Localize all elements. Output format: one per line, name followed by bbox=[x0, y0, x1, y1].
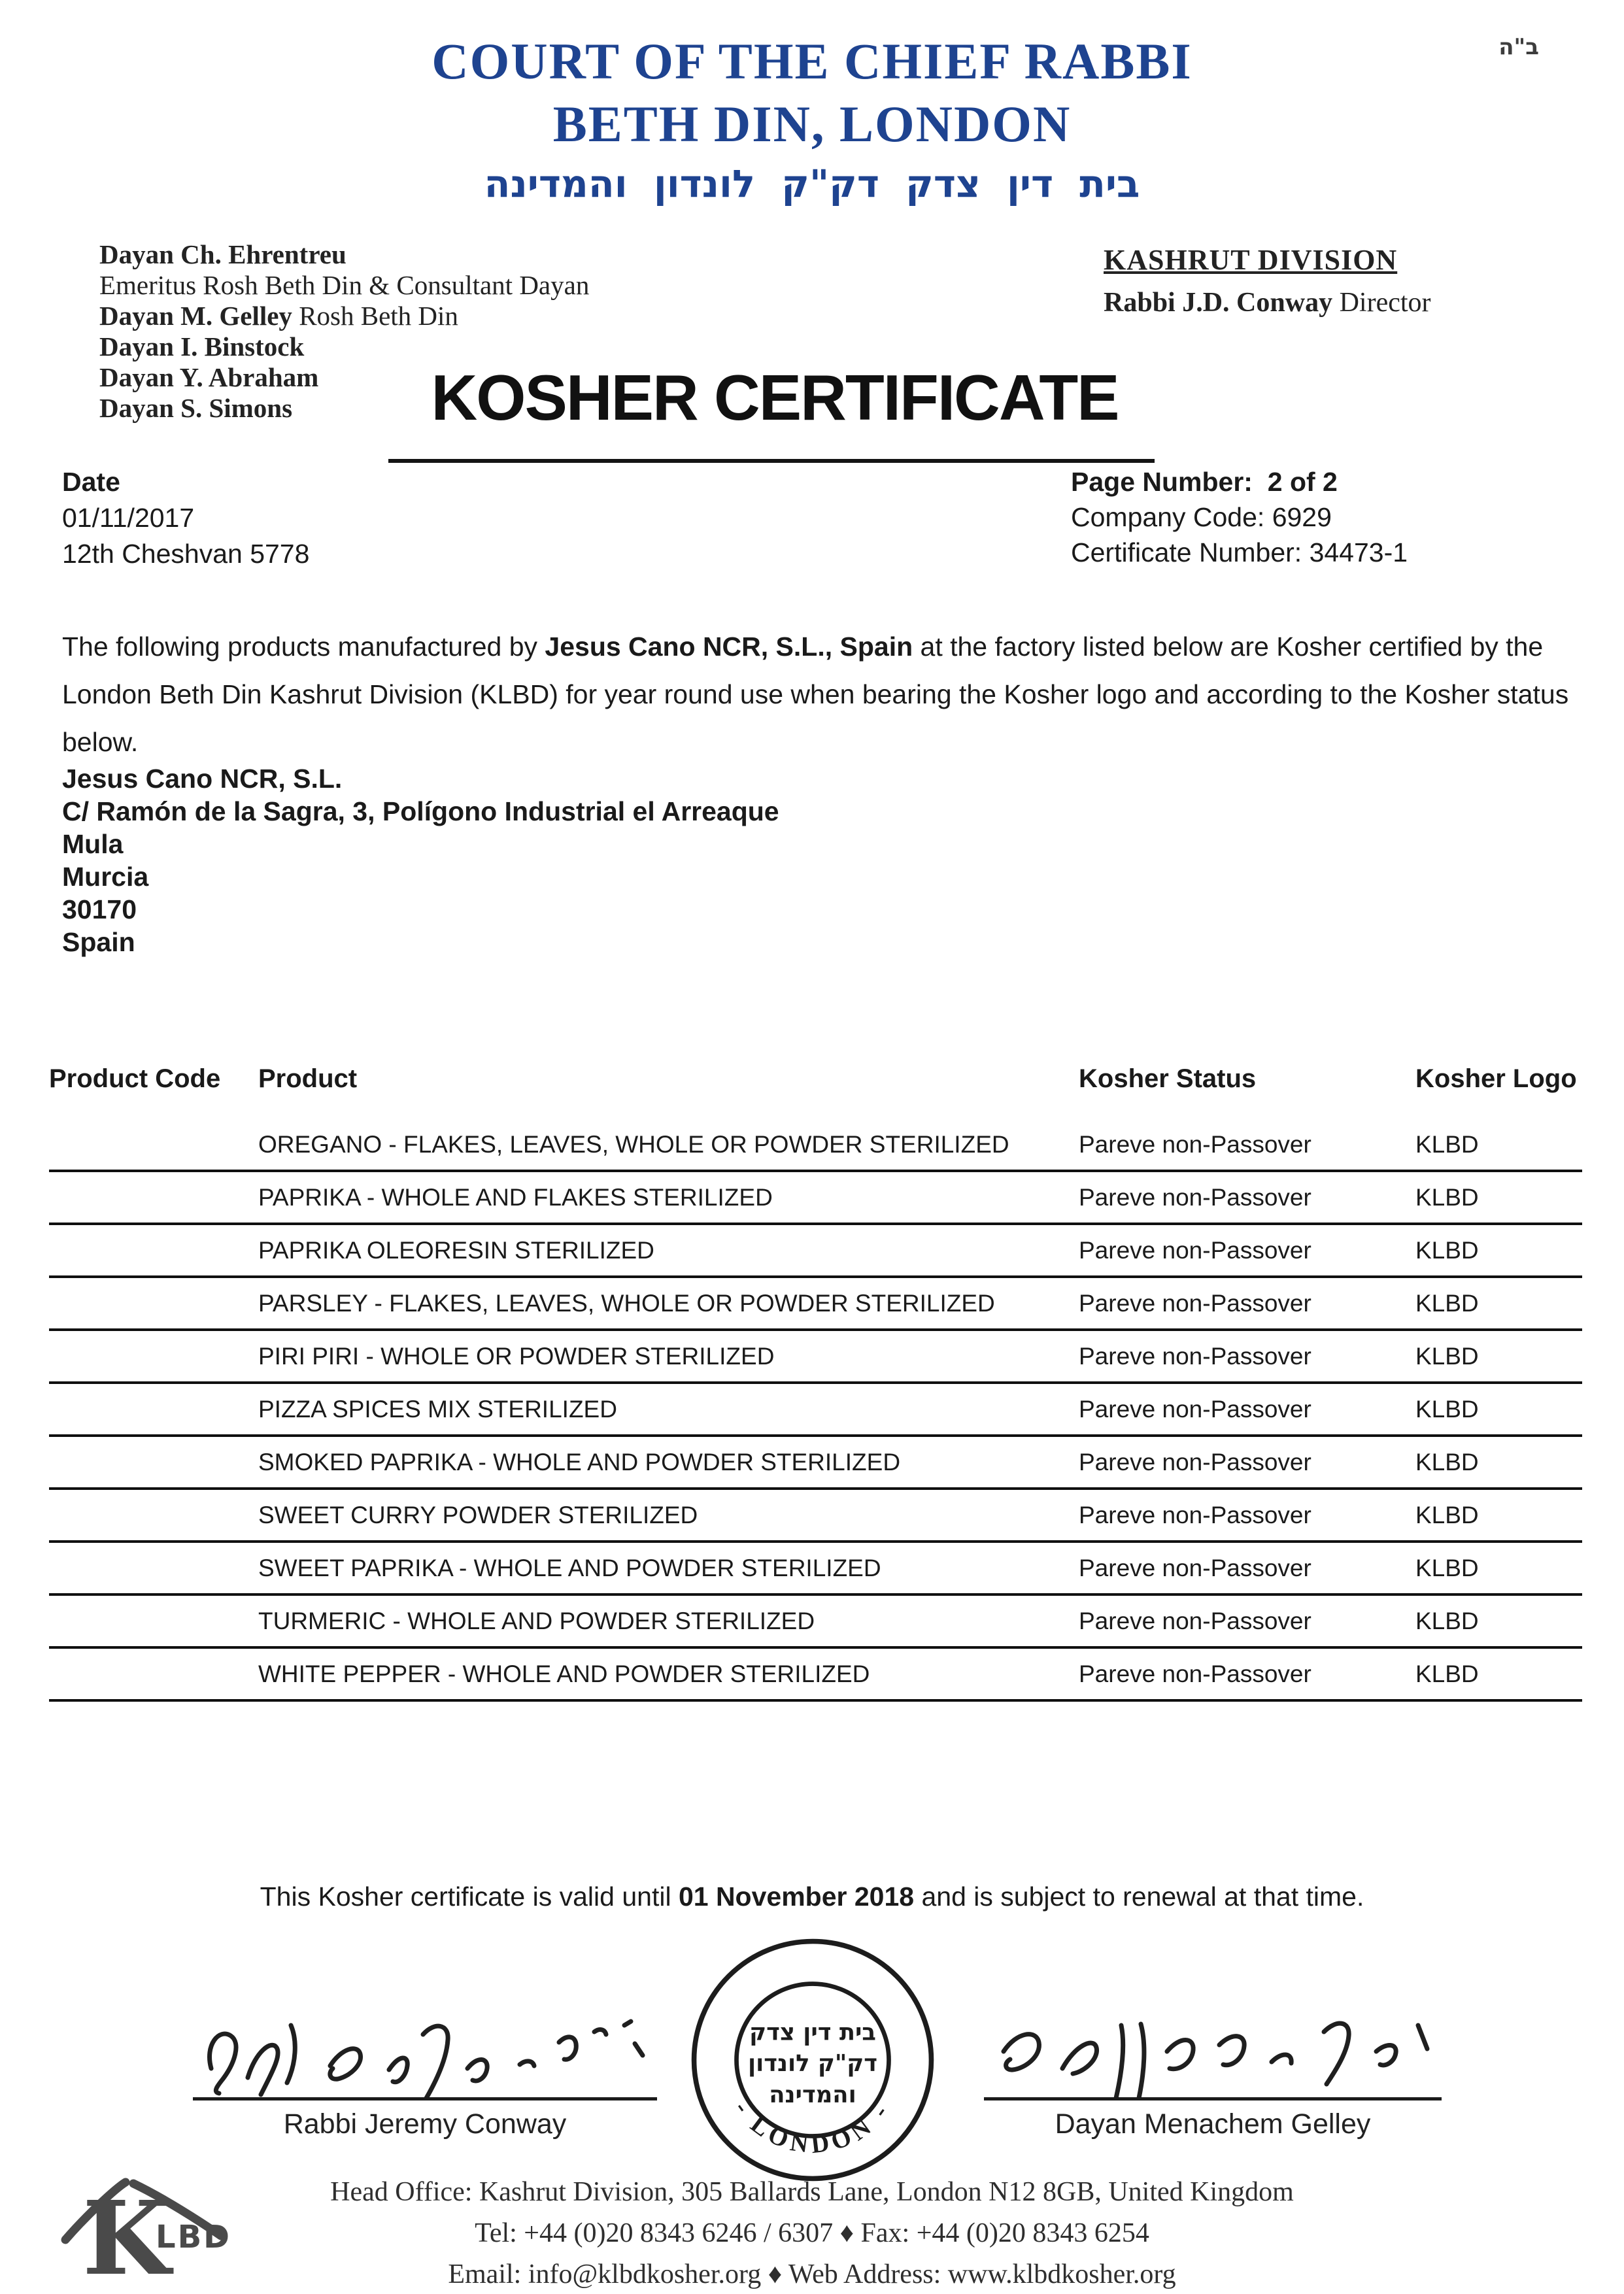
intro-paragraph bbox=[62, 623, 1576, 766]
seal-hebrew-line: והמדינה bbox=[769, 2081, 856, 2108]
address-line: 30170 bbox=[62, 894, 137, 924]
products-table-header bbox=[49, 1064, 1582, 1119]
kashrut-division-director bbox=[1104, 287, 1431, 318]
table-row bbox=[49, 1490, 1582, 1543]
cell-kosher-status: Pareve non-Passover bbox=[1079, 1289, 1311, 1317]
table-row bbox=[49, 1225, 1582, 1278]
cell-product: WHITE PEPPER - WHOLE AND POWDER STERILIZED bbox=[258, 1660, 870, 1687]
cell-kosher-logo: KLBD bbox=[1415, 1607, 1479, 1634]
cell-kosher-logo: KLBD bbox=[1415, 1448, 1479, 1476]
address-line: Jesus Cano NCR, S.L. bbox=[62, 764, 343, 794]
cell-product: PIRI PIRI - WHOLE OR POWDER STERILIZED bbox=[258, 1342, 775, 1370]
dayan-name: Dayan M. Gelley bbox=[99, 301, 292, 331]
header-product-code: Product Code bbox=[49, 1064, 221, 1093]
letterhead-title-hebrew: בית דין צדק דק"ק לונדון והמדינה bbox=[484, 161, 1140, 206]
klbd-logo-k: K bbox=[82, 2178, 171, 2292]
certificate-number-value: 34473-1 bbox=[1309, 537, 1408, 567]
signature-block-left bbox=[193, 2006, 657, 2140]
date-value: 01/11/2017 bbox=[62, 503, 195, 533]
table-row bbox=[49, 1278, 1582, 1331]
footer-head-office: Head Office: Kashrut Division, 305 Ballards Lane, London N12 8GB, United Kingdom bbox=[330, 2177, 1294, 2207]
cell-kosher-status: Pareve non-Passover bbox=[1079, 1342, 1311, 1370]
table-row bbox=[49, 1649, 1582, 1702]
certificate-number-label: Certificate Number: bbox=[1071, 537, 1302, 567]
cell-kosher-status: Pareve non-Passover bbox=[1079, 1501, 1311, 1528]
cell-product: PARSLEY - FLAKES, LEAVES, WHOLE OR POWDER STERILIZED bbox=[258, 1289, 995, 1317]
dayan-title: Rosh Beth Din bbox=[292, 301, 458, 331]
address-line: Spain bbox=[62, 927, 135, 957]
kashrut-division-block bbox=[1104, 243, 1431, 318]
cell-product: PAPRIKA - WHOLE AND FLAKES STERILIZED bbox=[258, 1183, 773, 1211]
meta-block bbox=[1071, 464, 1408, 570]
products-table bbox=[49, 1064, 1582, 1702]
table-row bbox=[49, 1437, 1582, 1490]
validity-date: 01 November 2018 bbox=[678, 1881, 915, 1912]
cell-kosher-status: Pareve non-Passover bbox=[1079, 1554, 1311, 1581]
cell-product: SWEET PAPRIKA - WHOLE AND POWDER STERILIZED bbox=[258, 1554, 881, 1581]
cell-kosher-logo: KLBD bbox=[1415, 1183, 1479, 1211]
address-line: Murcia bbox=[62, 862, 149, 892]
letterhead-title-line1: COURT OF THE CHIEF RABBI bbox=[431, 33, 1193, 90]
company-code-line bbox=[1071, 499, 1408, 535]
director-name: Rabbi J.D. Conway bbox=[1104, 288, 1333, 318]
footer-email-web: Email: info@klbdkosher.org ♦ Web Address: www.klbdkosher.org bbox=[448, 2259, 1176, 2289]
cell-product: OREGANO - FLAKES, LEAVES, WHOLE OR POWDER STERILIZED bbox=[258, 1130, 1009, 1158]
cell-product: SMOKED PAPRIKA - WHOLE AND POWDER STERILIZED bbox=[258, 1448, 901, 1476]
dayan-line bbox=[99, 301, 589, 331]
signature-line-right bbox=[984, 2097, 1442, 2100]
table-row bbox=[49, 1119, 1582, 1172]
validity-text: and is subject to renewal at that time. bbox=[914, 1881, 1364, 1912]
certificate-number-line bbox=[1071, 535, 1408, 570]
cell-kosher-logo: KLBD bbox=[1415, 1342, 1479, 1370]
factory-address bbox=[62, 762, 779, 958]
certificate-heading: KOSHER CERTIFICATE bbox=[431, 362, 1119, 433]
signature-right-scribble bbox=[984, 2006, 1442, 2097]
beth-din-seal bbox=[688, 1935, 938, 2185]
certificate-heading-underline bbox=[388, 459, 1155, 463]
table-row bbox=[49, 1543, 1582, 1596]
dayan-name: Dayan I. Binstock bbox=[99, 331, 305, 362]
dayan-line bbox=[99, 239, 589, 270]
dayan-name: Dayan S. Simons bbox=[99, 393, 293, 423]
signature-name-left: Rabbi Jeremy Conway bbox=[283, 2108, 567, 2140]
intro-text: at the factory listed below are Kosher certified by the London Beth Din Kashrut Division (KLBD) for year round use when bearing the Kosher logo and according to the Kosher status below. bbox=[62, 632, 1569, 757]
table-row bbox=[49, 1596, 1582, 1649]
cell-kosher-status: Pareve non-Passover bbox=[1079, 1395, 1311, 1423]
cell-kosher-logo: KLBD bbox=[1415, 1660, 1479, 1687]
header-kosher-logo: Kosher Logo bbox=[1415, 1064, 1577, 1093]
dayan-line bbox=[99, 270, 589, 301]
director-role: Director bbox=[1332, 288, 1431, 318]
signature-line-left bbox=[193, 2097, 657, 2100]
footer bbox=[0, 2172, 1624, 2294]
validity-text: This Kosher certificate is valid until bbox=[260, 1881, 679, 1912]
cell-kosher-status: Pareve non-Passover bbox=[1079, 1183, 1311, 1211]
signature-left-scribble bbox=[193, 2006, 657, 2097]
cell-product: SWEET CURRY POWDER STERILIZED bbox=[258, 1501, 698, 1528]
letterhead bbox=[0, 30, 1624, 212]
address-line: Mula bbox=[62, 829, 124, 859]
company-code-label: Company Code: bbox=[1071, 502, 1265, 532]
cell-kosher-logo: KLBD bbox=[1415, 1236, 1479, 1264]
seal-hebrew-line: בית דין צדק bbox=[749, 2019, 876, 2046]
table-row bbox=[49, 1331, 1582, 1384]
dayan-line bbox=[99, 331, 589, 362]
hebrew-date-value: 12th Cheshvan 5778 bbox=[62, 539, 310, 569]
cell-product: PIZZA SPICES MIX STERILIZED bbox=[258, 1395, 617, 1423]
bh-mark: ב"ה bbox=[1498, 34, 1539, 60]
table-row bbox=[49, 1172, 1582, 1225]
intro-company-name: Jesus Cano NCR, S.L., Spain bbox=[545, 632, 913, 662]
page-number-line bbox=[1071, 464, 1408, 499]
cell-kosher-status: Pareve non-Passover bbox=[1079, 1448, 1311, 1476]
cell-kosher-logo: KLBD bbox=[1415, 1395, 1479, 1423]
cell-kosher-status: Pareve non-Passover bbox=[1079, 1607, 1311, 1634]
cell-kosher-status: Pareve non-Passover bbox=[1079, 1660, 1311, 1687]
cell-product: TURMERIC - WHOLE AND POWDER STERILIZED bbox=[258, 1607, 815, 1634]
page-number-label: Page Number: bbox=[1071, 467, 1253, 497]
cell-kosher-logo: KLBD bbox=[1415, 1554, 1479, 1581]
cell-product: PAPRIKA OLEORESIN STERILIZED bbox=[258, 1236, 654, 1264]
dayan-name: Dayan Y. Abraham bbox=[99, 362, 319, 392]
intro-text: The following products manufactured by bbox=[62, 632, 545, 662]
company-code-value: 6929 bbox=[1272, 502, 1332, 532]
signature-block-right bbox=[984, 2006, 1442, 2140]
cell-kosher-status: Pareve non-Passover bbox=[1079, 1130, 1311, 1158]
header-product: Product bbox=[258, 1064, 358, 1093]
kashrut-division-title: KASHRUT DIVISION bbox=[1104, 244, 1398, 276]
dayan-name: Dayan Ch. Ehrentreu bbox=[99, 239, 347, 269]
seal-bottom-text: - LONDON - bbox=[728, 2095, 897, 2159]
dayan-title: Emeritus Rosh Beth Din & Consultant Dayan bbox=[99, 270, 590, 300]
cell-kosher-logo: KLBD bbox=[1415, 1289, 1479, 1317]
klbd-logo-lbd: LBD bbox=[156, 2219, 232, 2255]
table-row bbox=[49, 1384, 1582, 1437]
seal-hebrew-line: דק"ק לונדון bbox=[747, 2050, 878, 2078]
header-kosher-status: Kosher Status bbox=[1079, 1064, 1257, 1093]
signature-name-right: Dayan Menachem Gelley bbox=[1055, 2108, 1371, 2140]
date-label: Date bbox=[62, 467, 120, 497]
address-line: C/ Ramón de la Sagra, 3, Polígono Industrial el Arreaque bbox=[62, 796, 779, 826]
footer-tel-fax: Tel: +44 (0)20 8343 6246 / 6307 ♦ Fax: +44 (0)20 8343 6254 bbox=[475, 2218, 1149, 2248]
page-number-value bbox=[1253, 467, 1268, 497]
date-block bbox=[62, 464, 309, 572]
validity-statement bbox=[0, 1881, 1624, 1912]
cell-kosher-logo: KLBD bbox=[1415, 1501, 1479, 1528]
cell-kosher-logo: KLBD bbox=[1415, 1130, 1479, 1158]
letterhead-title-line2: BETH DIN, LONDON bbox=[552, 95, 1072, 152]
cell-kosher-status: Pareve non-Passover bbox=[1079, 1236, 1311, 1264]
page-number-value: 2 of 2 bbox=[1267, 467, 1338, 497]
